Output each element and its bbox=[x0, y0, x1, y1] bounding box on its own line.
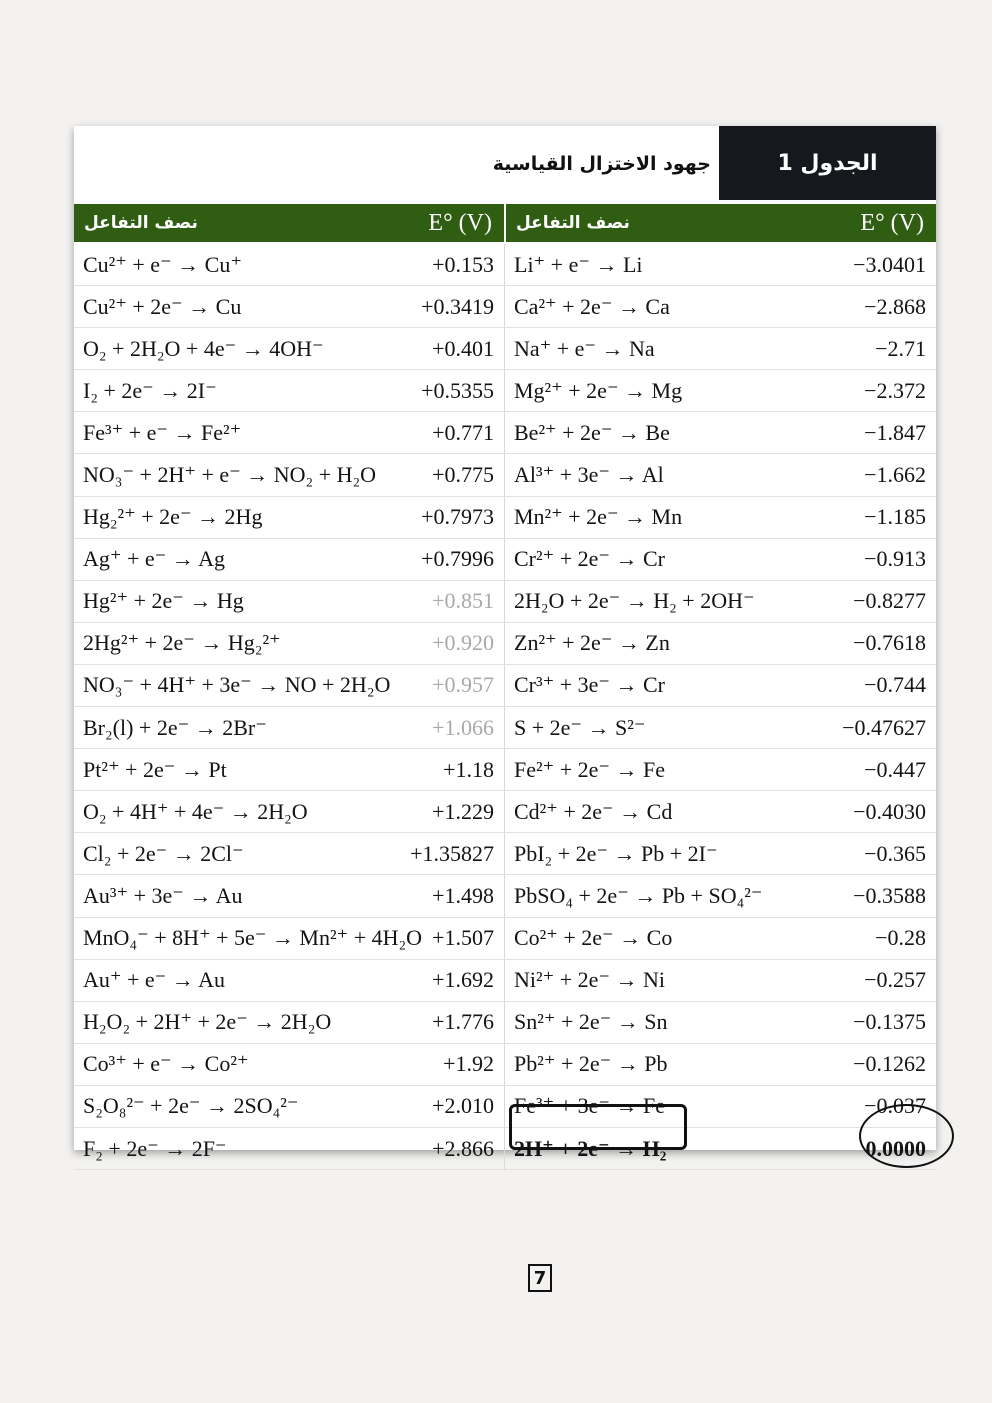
cell-left bbox=[74, 875, 505, 916]
potential-value: +0.7973 bbox=[421, 504, 494, 530]
cell-right bbox=[505, 370, 936, 411]
table-row bbox=[74, 328, 936, 370]
half-reaction: 2Hg²⁺ + 2e⁻ → Hg₂²⁺ bbox=[83, 630, 281, 656]
table-row bbox=[74, 244, 936, 286]
half-reaction: Mn²⁺ + 2e⁻ → Mn bbox=[514, 504, 683, 530]
header-potential-left: E° (V) bbox=[428, 209, 492, 236]
table-row bbox=[74, 665, 936, 707]
half-reaction: Cu²⁺ + 2e⁻ → Cu bbox=[83, 293, 242, 319]
cell-right bbox=[505, 539, 936, 580]
half-reaction: Be²⁺ + 2e⁻ → Be bbox=[514, 419, 670, 445]
table-row bbox=[74, 623, 936, 665]
cell-left bbox=[74, 960, 505, 1001]
cell-right bbox=[505, 918, 936, 959]
half-reaction: Co³⁺ + e⁻ → Co²⁺ bbox=[83, 1051, 249, 1077]
half-reaction: MnO₄⁻ + 8H⁺ + 5e⁻ → Mn²⁺ + 4H₂O bbox=[83, 925, 423, 951]
header-left bbox=[74, 204, 506, 242]
table-row bbox=[74, 749, 936, 791]
potential-value: 0.0000 bbox=[865, 1135, 926, 1161]
half-reaction: 2H⁺ + 2e⁻ → H₂ bbox=[514, 1135, 667, 1161]
cell-left bbox=[74, 539, 505, 580]
half-reaction: Au⁺ + e⁻ → Au bbox=[83, 967, 225, 993]
potential-value: +0.851 bbox=[432, 588, 494, 614]
table-body bbox=[74, 244, 936, 1170]
half-reaction: Pt²⁺ + 2e⁻ → Pt bbox=[83, 756, 227, 782]
table-row bbox=[74, 1002, 936, 1044]
table-row bbox=[74, 581, 936, 623]
potential-value: −0.447 bbox=[864, 756, 926, 782]
header-right bbox=[506, 204, 936, 242]
half-reaction: Li⁺ + e⁻ → Li bbox=[514, 251, 643, 277]
cell-left bbox=[74, 623, 505, 664]
half-reaction: NO₃⁻ + 4H⁺ + 3e⁻ → NO + 2H₂O bbox=[83, 672, 391, 698]
table-row bbox=[74, 918, 936, 960]
cell-right bbox=[505, 749, 936, 790]
potential-value: +0.153 bbox=[432, 251, 494, 277]
half-reaction: S + 2e⁻ → S²⁻ bbox=[514, 714, 646, 740]
cell-right bbox=[505, 581, 936, 622]
half-reaction: Ni²⁺ + 2e⁻ → Ni bbox=[514, 967, 665, 993]
potential-value: +0.401 bbox=[432, 335, 494, 361]
potential-value: +0.5355 bbox=[421, 377, 494, 403]
half-reaction: Fe³⁺ + 3e⁻ → Fe bbox=[514, 1093, 665, 1119]
potential-value: −0.8277 bbox=[853, 588, 926, 614]
potential-value: +0.920 bbox=[432, 630, 494, 656]
half-reaction: PbSO₄ + 2e⁻ → Pb + SO₄²⁻ bbox=[514, 882, 763, 908]
half-reaction: Au³⁺ + 3e⁻ → Au bbox=[83, 882, 243, 908]
table-row bbox=[74, 370, 936, 412]
page-number: 7 bbox=[528, 1264, 552, 1292]
potential-value: −0.257 bbox=[864, 967, 926, 993]
cell-right bbox=[505, 833, 936, 874]
cell-left bbox=[74, 370, 505, 411]
hydrogen-highlight-box bbox=[509, 1104, 687, 1150]
half-reaction: NO₃⁻ + 2H⁺ + e⁻ → NO₂ + H₂O bbox=[83, 462, 377, 488]
half-reaction: Ag⁺ + e⁻ → Ag bbox=[83, 546, 225, 572]
cell-right bbox=[505, 1044, 936, 1085]
potential-value: −2.372 bbox=[864, 377, 926, 403]
half-reaction: S₂O₈²⁻ + 2e⁻ → 2SO₄²⁻ bbox=[83, 1093, 299, 1119]
cell-left bbox=[74, 497, 505, 538]
table-row bbox=[74, 497, 936, 539]
potential-value: +0.957 bbox=[432, 672, 494, 698]
half-reaction: Cu²⁺ + e⁻ → Cu⁺ bbox=[83, 251, 242, 277]
potential-value: −0.3588 bbox=[853, 882, 926, 908]
half-reaction: F₂ + 2e⁻ → 2F⁻ bbox=[83, 1135, 227, 1161]
half-reaction: Fe²⁺ + 2e⁻ → Fe bbox=[514, 756, 665, 782]
half-reaction: 2H₂O + 2e⁻ → H₂ + 2OH⁻ bbox=[514, 588, 755, 614]
cell-right bbox=[505, 244, 936, 285]
potential-value: +1.066 bbox=[432, 714, 494, 740]
potential-value: +1.776 bbox=[432, 1009, 494, 1035]
cell-left bbox=[74, 918, 505, 959]
table-title-row bbox=[74, 126, 936, 200]
potential-value: +1.507 bbox=[432, 925, 494, 951]
header-reaction-right: نصف التفاعل bbox=[516, 213, 630, 233]
table-sheet bbox=[74, 126, 936, 1161]
cell-right bbox=[505, 454, 936, 495]
table-row bbox=[74, 791, 936, 833]
cell-right bbox=[505, 286, 936, 327]
cell-left bbox=[74, 454, 505, 495]
potential-value: +1.18 bbox=[443, 756, 494, 782]
half-reaction: Cr³⁺ + 3e⁻ → Cr bbox=[514, 672, 665, 698]
cell-left bbox=[74, 791, 505, 832]
half-reaction: Cd²⁺ + 2e⁻ → Cd bbox=[514, 798, 673, 824]
potential-value: −3.0401 bbox=[853, 251, 926, 277]
cell-left bbox=[74, 665, 505, 706]
potential-value: +1.229 bbox=[432, 798, 494, 824]
table-label: الجدول 1 bbox=[719, 126, 936, 200]
half-reaction: Sn²⁺ + 2e⁻ → Sn bbox=[514, 1009, 668, 1035]
potential-value: −0.47627 bbox=[842, 714, 926, 740]
cell-right bbox=[505, 875, 936, 916]
potential-value: −2.868 bbox=[864, 293, 926, 319]
cell-left bbox=[74, 244, 505, 285]
potential-value: +2.866 bbox=[432, 1135, 494, 1161]
potential-value: +2.010 bbox=[432, 1093, 494, 1119]
table-row bbox=[74, 833, 936, 875]
half-reaction: Br₂(l) + 2e⁻ → 2Br⁻ bbox=[83, 714, 267, 740]
potential-value: −2.71 bbox=[875, 335, 926, 361]
table-row bbox=[74, 707, 936, 749]
half-reaction: Hg²⁺ + 2e⁻ → Hg bbox=[83, 588, 244, 614]
cell-right bbox=[505, 623, 936, 664]
zero-potential-circle bbox=[859, 1104, 954, 1168]
table-row bbox=[74, 539, 936, 581]
table-row bbox=[74, 1128, 936, 1170]
half-reaction: Zn²⁺ + 2e⁻ → Zn bbox=[514, 630, 670, 656]
half-reaction: O₂ + 2H₂O + 4e⁻ → 4OH⁻ bbox=[83, 335, 324, 361]
half-reaction: Co²⁺ + 2e⁻ → Co bbox=[514, 925, 673, 951]
half-reaction: Na⁺ + e⁻ → Na bbox=[514, 335, 655, 361]
half-reaction: Cl₂ + 2e⁻ → 2Cl⁻ bbox=[83, 840, 244, 866]
potential-value: −0.913 bbox=[864, 546, 926, 572]
potential-value: −0.1375 bbox=[853, 1009, 926, 1035]
half-reaction: H₂O₂ + 2H⁺ + 2e⁻ → 2H₂O bbox=[83, 1009, 332, 1035]
cell-left bbox=[74, 581, 505, 622]
cell-right bbox=[505, 960, 936, 1001]
table-row bbox=[74, 1044, 936, 1086]
cell-left bbox=[74, 412, 505, 453]
half-reaction: Pb²⁺ + 2e⁻ → Pb bbox=[514, 1051, 668, 1077]
cell-left bbox=[74, 328, 505, 369]
header-potential-right: E° (V) bbox=[860, 209, 924, 236]
half-reaction: Mg²⁺ + 2e⁻ → Mg bbox=[514, 377, 683, 403]
table-title: جهود الاختزال القياسية bbox=[492, 153, 711, 175]
half-reaction: I₂ + 2e⁻ → 2I⁻ bbox=[83, 377, 217, 403]
half-reaction: Hg₂²⁺ + 2e⁻ → 2Hg bbox=[83, 504, 263, 530]
potential-value: −1.847 bbox=[864, 419, 926, 445]
cell-left bbox=[74, 833, 505, 874]
potential-value: +0.7996 bbox=[421, 546, 494, 572]
potential-value: +0.771 bbox=[432, 419, 494, 445]
table-header bbox=[74, 204, 936, 242]
table-row bbox=[74, 875, 936, 917]
half-reaction: O₂ + 4H⁺ + 4e⁻ → 2H₂O bbox=[83, 798, 308, 824]
cell-right bbox=[505, 497, 936, 538]
half-reaction: Al³⁺ + 3e⁻ → Al bbox=[514, 462, 664, 488]
potential-value: −0.4030 bbox=[853, 798, 926, 824]
cell-right bbox=[505, 1002, 936, 1043]
potential-value: +1.692 bbox=[432, 967, 494, 993]
cell-left bbox=[74, 749, 505, 790]
potential-value: −0.7618 bbox=[853, 630, 926, 656]
cell-left bbox=[74, 1128, 505, 1169]
table-row bbox=[74, 960, 936, 1002]
cell-left bbox=[74, 1044, 505, 1085]
cell-left bbox=[74, 1086, 505, 1127]
cell-right bbox=[505, 328, 936, 369]
table-row bbox=[74, 412, 936, 454]
potential-value: −1.662 bbox=[864, 462, 926, 488]
potential-value: −0.28 bbox=[875, 925, 926, 951]
half-reaction: Fe³⁺ + e⁻ → Fe²⁺ bbox=[83, 419, 242, 445]
header-reaction-left: نصف التفاعل bbox=[84, 213, 198, 233]
cell-left bbox=[74, 286, 505, 327]
potential-value: −0.744 bbox=[864, 672, 926, 698]
half-reaction: Ca²⁺ + 2e⁻ → Ca bbox=[514, 293, 670, 319]
potential-value: +1.498 bbox=[432, 882, 494, 908]
potential-value: +0.775 bbox=[432, 462, 494, 488]
half-reaction: Cr²⁺ + 2e⁻ → Cr bbox=[514, 546, 665, 572]
cell-left bbox=[74, 1002, 505, 1043]
cell-right bbox=[505, 412, 936, 453]
potential-value: −1.185 bbox=[864, 504, 926, 530]
cell-right bbox=[505, 791, 936, 832]
cell-right bbox=[505, 665, 936, 706]
table-row bbox=[74, 286, 936, 328]
potential-value: +1.92 bbox=[443, 1051, 494, 1077]
potential-value: −0.1262 bbox=[853, 1051, 926, 1077]
table-row bbox=[74, 1086, 936, 1128]
potential-value: −0.037 bbox=[864, 1093, 926, 1119]
cell-right bbox=[505, 707, 936, 748]
table-row bbox=[74, 454, 936, 496]
cell-left bbox=[74, 707, 505, 748]
half-reaction: PbI₂ + 2e⁻ → Pb + 2I⁻ bbox=[514, 840, 718, 866]
potential-value: −0.365 bbox=[864, 840, 926, 866]
potential-value: +1.35827 bbox=[410, 840, 494, 866]
potential-value: +0.3419 bbox=[421, 293, 494, 319]
